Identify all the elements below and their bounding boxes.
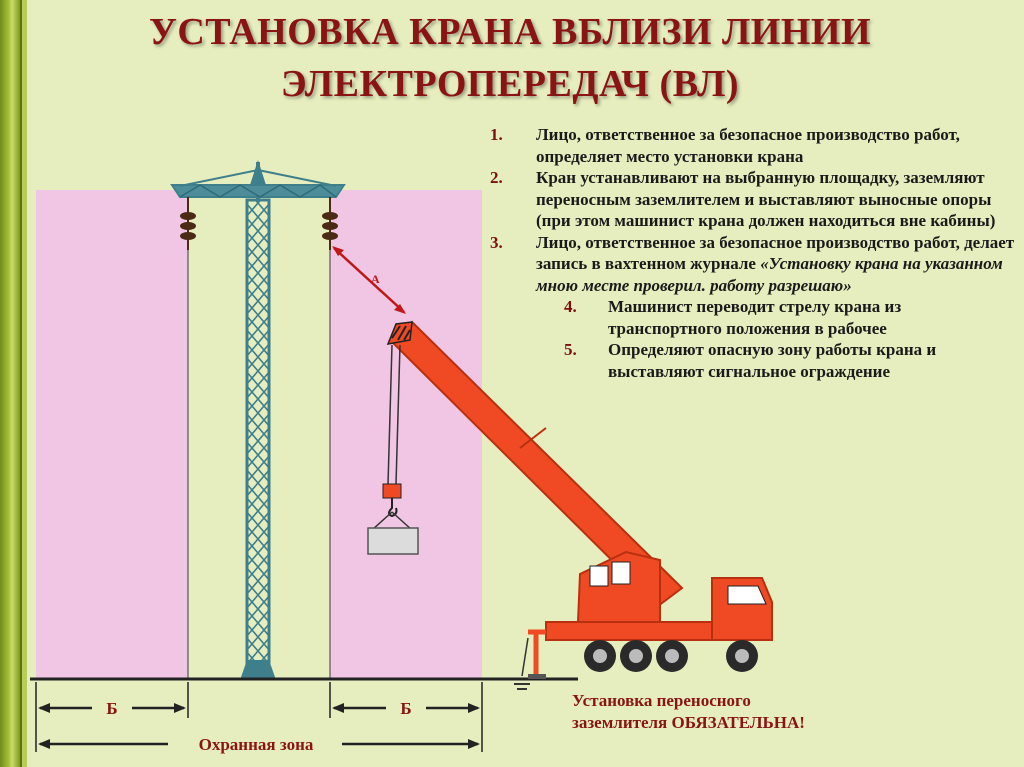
zone-left xyxy=(36,190,188,678)
dimension-b-right: Б xyxy=(400,699,412,718)
title-line-1: УСТАНОВКА КРАНА ВБЛИЗИ ЛИНИИ xyxy=(148,11,872,53)
steps-list xyxy=(486,124,1016,382)
distance-a-label: А xyxy=(371,272,380,286)
step-number: 1. xyxy=(490,125,503,144)
list-item xyxy=(486,167,1016,232)
step-number: 2. xyxy=(490,168,503,187)
zone-right xyxy=(330,190,482,678)
list-item xyxy=(486,339,1016,382)
step-number: 4. xyxy=(564,297,577,316)
grounding-note-line-2: заземлителя ОБЯЗАТЕЛЬНА! xyxy=(572,713,805,732)
title-line-2: ЭЛЕКТРОПЕРЕДАЧ (ВЛ) xyxy=(280,63,740,105)
list-item xyxy=(486,232,1016,297)
dimension-b-left: Б xyxy=(106,699,118,718)
step-number: 5. xyxy=(564,340,577,359)
step-number: 3. xyxy=(490,232,503,252)
step-text: Машинист переводит стрелу крана из транспортного положения в рабочее xyxy=(608,297,902,338)
list-item xyxy=(486,124,1016,167)
transmission-tower xyxy=(172,160,344,680)
step-quote: «Установку крана на указанном мною месте проверил. работу разрешаю» xyxy=(536,254,1003,295)
step-text: Определяют опасную зону работы крана и выставляют сигнальное ограждение xyxy=(608,340,937,381)
grounding-note-line-1: Установка переносного xyxy=(572,691,751,710)
grounding-note xyxy=(572,690,952,734)
protected-zone-label: Охранная зона xyxy=(198,735,314,754)
step-text: Лицо, ответственное за безопасное производство работ, делает запись в вахтенном журнале xyxy=(536,232,1015,273)
step-text-wrap xyxy=(536,232,1016,297)
step-text: Кран устанавливают на выбранную площадку, заземляют переносным заземлителем и выставляют выносные опоры (при этом машинист крана должен находиться вне кабины) xyxy=(536,168,996,230)
step-text: Лицо, ответственное за безопасное производство работ, определяет место установки крана xyxy=(536,125,960,166)
list-item xyxy=(486,296,1016,339)
